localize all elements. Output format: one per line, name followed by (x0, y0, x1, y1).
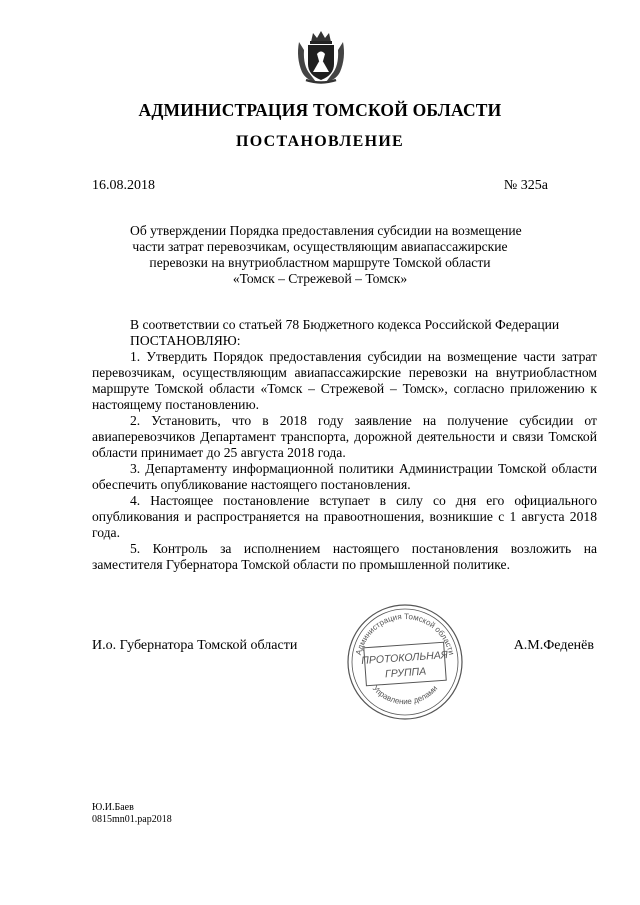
stamp-bottom-text: Управление делами (370, 683, 440, 707)
document-subject (130, 223, 522, 287)
subject-line: «Томск – Стрежевой – Томск» (232, 271, 408, 286)
body-item: 5. Контроль за исполнением настоящего постановления возложить на заместителя Губернатора Томской области по промышленной политике. (92, 541, 597, 572)
decree-word: ПОСТАНОВЛЯЮ: (130, 333, 241, 348)
subject-line: части затрат перевозчикам, осуществляющим авиапассажирские (132, 239, 508, 254)
body-item: 3. Департаменту информационной политики Администрации Томской области обеспечить опубликование настоящего постановления. (92, 461, 597, 492)
document-body (92, 317, 597, 573)
coat-of-arms-icon (296, 28, 346, 84)
stamp-inner-line2: ГРУППА (384, 665, 427, 681)
stamp-outer-text: Администрация Томской области (353, 611, 457, 656)
document-date: 16.08.2018 (92, 178, 155, 193)
body-item: 1. Утвердить Порядок предоставления субсидии на возмещение части затрат перевозчикам, осуществляющим авиапассажирские перевозки на внутриобластном маршруте Томской области «Томск – Стрежевой – Томск», согласно приложению к настоящему постановлению. (92, 349, 597, 412)
footer-note (92, 802, 172, 826)
subject-line: Об утверждении Порядка предоставления субсидии на возмещение (130, 223, 522, 238)
signatory-name: А.М.Феденёв (513, 638, 594, 653)
protocol-group-stamp (345, 602, 465, 722)
executor-name: Ю.И.Баев (92, 802, 134, 813)
body-item: 2. Установить, что в 2018 году заявление на получение субсидии от авиаперевозчиков Департамент транспорта, дорожной деятельности и связи Томской области принимает до 25 августа 2018 года. (92, 413, 597, 460)
document-type-title: ПОСТАНОВЛЕНИЕ (235, 133, 405, 150)
organization-title: АДМИНИСТРАЦИЯ ТОМСКОЙ ОБЛАСТИ (138, 100, 502, 120)
body-item: 4. Настоящее постановление вступает в силу со дня его официального опубликования и распространяется на правоотношения, возникшие с 1 августа 2018 года. (92, 493, 597, 540)
signatory-position: И.о. Губернатора Томской области (92, 638, 298, 653)
file-reference: 0815mn01.pap2018 (92, 814, 172, 825)
document-number: № 325а (503, 178, 548, 193)
stamp-inner-line1: ПРОТОКОЛЬНАЯ (360, 649, 449, 668)
intro-paragraph: В соответствии со статьей 78 Бюджетного кодекса Российской Федерации (130, 317, 560, 332)
subject-line: перевозки на внутриобластном маршруте Томской области (149, 255, 491, 270)
